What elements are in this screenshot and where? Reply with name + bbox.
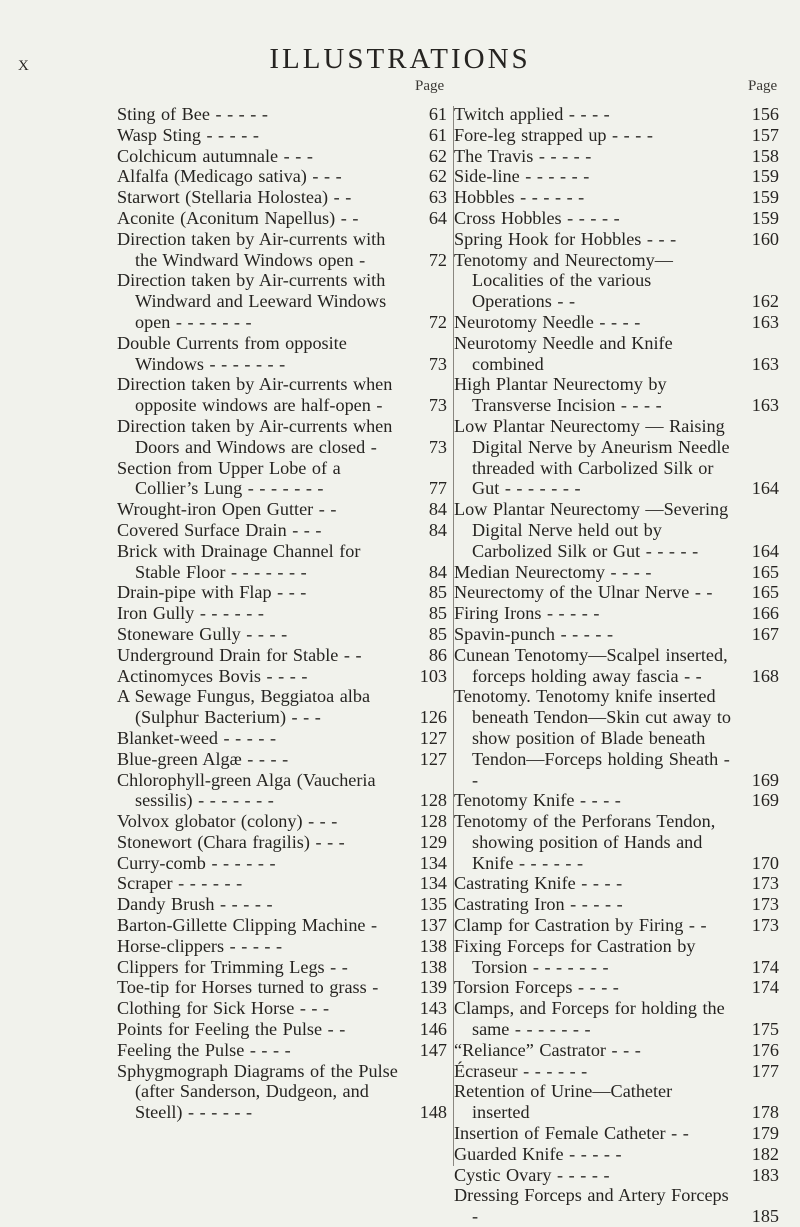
index-entry: [454, 811, 779, 873]
index-entry: [454, 686, 779, 790]
entry-page-number: 176: [751, 1039, 779, 1060]
index-entry: [117, 374, 447, 416]
index-entry: [117, 853, 447, 874]
index-entry: [117, 645, 447, 666]
entry-title: Scraper - - - - - -: [117, 873, 243, 894]
entry-title: Colchicum autumnale - - -: [117, 145, 313, 166]
index-entry: [454, 998, 779, 1040]
entry-title: Retention of Urine—Catheter inserted: [454, 1081, 673, 1123]
index-entry: [454, 125, 779, 146]
index-entry: [117, 977, 447, 998]
index-entry: [117, 936, 447, 957]
entry-title: Sphygmograph Diagrams of the Pulse (after Sanderson, Dudgeon, and Steell) - - - - - -: [117, 1060, 398, 1123]
index-entry: [117, 582, 447, 603]
index-entry: [117, 270, 447, 332]
index-entry: [117, 1019, 447, 1040]
entry-page-number: 174: [751, 956, 779, 977]
entry-page-number: 158: [751, 145, 779, 166]
entry-page-number: 72: [428, 311, 447, 332]
entry-title: Tenotomy Knife - - - -: [454, 790, 621, 811]
entry-title: Alfalfa (Medicago sativa) - - -: [117, 166, 342, 187]
entry-page-number: 185: [751, 1206, 779, 1227]
index-entry: [117, 811, 447, 832]
entry-page-number: 85: [428, 582, 447, 603]
entry-title: The Travis - - - - -: [454, 145, 592, 166]
entry-title: Spring Hook for Hobbles - - -: [454, 228, 677, 249]
entry-title: Low Plantar Neurectomy —Severing Digital Nerve held out by Carbolized Silk or Gut - - - - -: [454, 499, 729, 561]
entry-page-number: 134: [419, 852, 447, 873]
index-entry: [454, 208, 779, 229]
entry-page-number: 127: [419, 727, 447, 748]
index-entry: [454, 936, 779, 978]
entry-title: Castrating Knife - - - -: [454, 873, 623, 894]
entry-title: Spavin-punch - - - - -: [454, 623, 614, 644]
entry-page-number: 173: [751, 915, 779, 936]
entry-title: Chlorophyll-green Alga (Vaucheria sessilis) - - - - - - -: [117, 769, 376, 811]
entry-title: Écraseur - - - - - -: [454, 1060, 588, 1081]
entry-page-number: 84: [428, 519, 447, 540]
entry-page-number: 159: [751, 207, 779, 228]
entry-page-number: 61: [428, 124, 447, 145]
entry-page-number: 85: [428, 603, 447, 624]
index-entry: [117, 125, 447, 146]
entry-page-number: 165: [751, 561, 779, 582]
entry-page-number: 163: [751, 353, 779, 374]
entry-title: Actinomyces Bovis - - - -: [117, 665, 308, 686]
entry-title: Stoneware Gully - - - -: [117, 623, 288, 644]
entry-page-number: 159: [751, 166, 779, 187]
entry-page-number: 73: [428, 395, 447, 416]
entry-title: Tenotomy and Neurectomy—Localities of the various Operations - -: [454, 249, 673, 312]
entry-title: Twitch applied - - - -: [454, 104, 610, 124]
entry-title: Sting of Bee - - - - -: [117, 104, 268, 124]
index-entry: [454, 1040, 779, 1061]
entry-title: Barton-Gillette Clipping Machine -: [117, 915, 378, 936]
entry-page-number: 164: [751, 478, 779, 499]
entry-title: Toe-tip for Horses turned to grass -: [117, 977, 379, 998]
entry-page-number: 156: [751, 104, 779, 124]
entry-page-number: 182: [751, 1143, 779, 1164]
entry-page-number: 61: [428, 104, 447, 124]
entry-page-number: 163: [751, 311, 779, 332]
entry-page-number: 84: [428, 499, 447, 520]
entry-page-number: 138: [419, 956, 447, 977]
index-entry: [117, 915, 447, 936]
entry-page-number: 177: [751, 1060, 779, 1081]
entry-title: Blanket-weed - - - - -: [117, 727, 277, 748]
entry-title: Clippers for Trimming Legs - -: [117, 956, 348, 977]
entry-title: Tenotomy. Tenotomy knife inserted beneath Tendon—Skin cut away to show position of Blade beneath Tendon—Forceps holding Sheath - -: [454, 686, 731, 790]
entry-title: Clamps, and Forceps for holding the same - - - - - - -: [454, 998, 725, 1040]
entry-page-number: 129: [419, 831, 447, 852]
index-entry: [454, 977, 779, 998]
index-entry: [454, 915, 779, 936]
index-entry: [117, 728, 447, 749]
entry-page-number: 128: [419, 811, 447, 832]
entry-page-number: 160: [751, 228, 779, 249]
entry-page-number: 159: [751, 187, 779, 208]
index-entry: [117, 998, 447, 1019]
entry-title: Wasp Sting - - - - -: [117, 124, 259, 145]
entry-title: Brick with Drainage Channel for Stable Floor - - - - - - -: [117, 540, 361, 582]
index-entry: [117, 1061, 447, 1123]
entry-title: Direction taken by Air-currents when Doors and Windows are closed -: [117, 415, 393, 457]
entry-title: Hobbles - - - - - -: [454, 187, 585, 208]
index-entry: [454, 146, 779, 167]
entry-title: Dandy Brush - - - - -: [117, 894, 273, 915]
entry-page-number: 167: [751, 623, 779, 644]
index-entry: [454, 229, 779, 250]
index-entry: [117, 770, 447, 812]
entry-title: Drain-pipe with Flap - - -: [117, 582, 307, 603]
entry-title: Fixing Forceps for Castration by Torsion - - - - - - -: [454, 935, 696, 977]
entry-title: Castrating Iron - - - - -: [454, 894, 623, 915]
index-entry: [117, 520, 447, 541]
entry-page-number: 146: [419, 1019, 447, 1040]
entry-page-number: 169: [751, 769, 779, 790]
entry-title: Direction taken by Air-currents with the Windward Windows open -: [117, 228, 386, 270]
index-entry: [454, 1165, 779, 1186]
entry-page-number: 178: [751, 1102, 779, 1123]
index-entry: [117, 624, 447, 645]
index-entry: [454, 1061, 779, 1082]
index-entry: [117, 499, 447, 520]
entry-page-number: 165: [751, 582, 779, 603]
entry-title: Aconite (Aconitum Napellus) - -: [117, 207, 359, 228]
entry-page-number: 64: [428, 207, 447, 228]
index-entry: [454, 250, 779, 312]
entry-page-number: 72: [428, 249, 447, 270]
index-entry: [454, 166, 779, 187]
entry-page-number: 168: [751, 665, 779, 686]
index-entry: [454, 312, 779, 333]
index-entry: [117, 416, 447, 458]
index-entry: [117, 229, 447, 271]
index-entry: [117, 832, 447, 853]
page-number: x: [18, 50, 29, 75]
entry-page-number: 166: [751, 603, 779, 624]
entry-page-number: 173: [751, 894, 779, 915]
entry-title: Low Plantar Neurectomy — Raising Digital Nerve by Aneurism Needle threaded with Carbolized Silk or Gut - - - - - - -: [454, 415, 730, 499]
entry-page-number: 137: [419, 915, 447, 936]
index-entry: [454, 790, 779, 811]
entry-page-number: 174: [751, 977, 779, 998]
entry-page-number: 138: [419, 935, 447, 956]
index-entry: [117, 208, 447, 229]
index-entry: [117, 166, 447, 187]
entry-title: Feeling the Pulse - - - -: [117, 1039, 291, 1060]
entry-page-number: 126: [419, 707, 447, 728]
entry-title: Cross Hobbles - - - - -: [454, 207, 620, 228]
index-entry: [454, 582, 779, 603]
entry-title: Clamp for Castration by Firing - -: [454, 915, 707, 936]
entry-title: Guarded Knife - - - - -: [454, 1143, 622, 1164]
entry-title: “Reliance” Castrator - - -: [454, 1039, 641, 1060]
entry-page-number: 170: [751, 852, 779, 873]
entry-page-number: 162: [751, 291, 779, 312]
entry-page-number: 163: [751, 395, 779, 416]
entry-title: Underground Drain for Stable - -: [117, 644, 362, 665]
entry-title: Direction taken by Air-currents with Windward and Leeward Windows open - - - - - - -: [117, 270, 387, 332]
index-entry: [117, 749, 447, 770]
entry-title: Clothing for Sick Horse - - -: [117, 998, 330, 1019]
entry-title: Blue-green Algæ - - - -: [117, 748, 289, 769]
entry-title: Starwort (Stellaria Holostea) - -: [117, 187, 352, 208]
entry-page-number: 175: [751, 1019, 779, 1040]
entry-page-number: 73: [428, 353, 447, 374]
entry-page-number: 62: [428, 166, 447, 187]
index-entry: [117, 541, 447, 583]
index-entry: [454, 624, 779, 645]
left-column: [117, 104, 447, 1123]
entry-title: Points for Feeling the Pulse - -: [117, 1019, 346, 1040]
index-entry: [117, 957, 447, 978]
entry-page-number: 157: [751, 124, 779, 145]
index-entry: [454, 187, 779, 208]
entry-page-number: 103: [419, 665, 447, 686]
index-entry: [454, 333, 779, 375]
index-entry: [454, 499, 779, 561]
entry-title: Neurotomy Needle and Knife combined: [454, 332, 673, 374]
entry-title: Covered Surface Drain - - -: [117, 519, 322, 540]
index-entry: [454, 894, 779, 915]
index-entry: [117, 686, 447, 728]
index-entry: [117, 104, 447, 125]
index-entry: [454, 562, 779, 583]
entry-page-number: 164: [751, 540, 779, 561]
index-entry: [117, 894, 447, 915]
index-entry: [117, 603, 447, 624]
index-entry: [454, 374, 779, 416]
entry-page-number: 135: [419, 894, 447, 915]
entry-title: High Plantar Neurectomy by Transverse Incision - - - -: [454, 374, 667, 416]
entry-page-number: 173: [751, 873, 779, 894]
index-entry: [454, 645, 779, 687]
right-column: [454, 104, 779, 1227]
page-title: ILLUSTRATIONS: [269, 43, 531, 75]
index-entry: [454, 873, 779, 894]
entry-page-number: 62: [428, 145, 447, 166]
entry-page-number: 84: [428, 561, 447, 582]
entry-page-number: 85: [428, 623, 447, 644]
entry-page-number: 147: [419, 1039, 447, 1060]
index-entry: [117, 333, 447, 375]
index-entry: [454, 104, 779, 125]
page-column-label-left: Page: [415, 78, 445, 94]
index-entry: [117, 458, 447, 500]
entry-title: Dressing Forceps and Artery Forceps -: [454, 1185, 729, 1227]
index-entry: [117, 666, 447, 687]
entry-title: Curry-comb - - - - - -: [117, 852, 276, 873]
entry-title: A Sewage Fungus, Beggiatoa alba (Sulphur Bacterium) - - -: [117, 686, 371, 728]
index-entry: [454, 416, 779, 499]
entry-page-number: 139: [419, 977, 447, 998]
entry-page-number: 169: [751, 790, 779, 811]
entry-title: Insertion of Female Catheter - -: [454, 1123, 689, 1144]
page-column-label-right: Page: [748, 78, 778, 94]
entry-page-number: 63: [428, 187, 447, 208]
index-entry: [454, 1081, 779, 1123]
entry-page-number: 86: [428, 644, 447, 665]
entry-title: Iron Gully - - - - - -: [117, 603, 264, 624]
entry-title: Fore-leg strapped up - - - -: [454, 124, 653, 145]
entry-title: Double Currents from opposite Windows - - - - - - -: [117, 332, 347, 374]
entry-title: Wrought-iron Open Gutter - -: [117, 499, 337, 520]
index-entry: [117, 146, 447, 167]
entry-title: Horse-clippers - - - - -: [117, 935, 283, 956]
page-header: [0, 40, 800, 90]
entry-page-number: 73: [428, 436, 447, 457]
entry-page-number: 127: [419, 748, 447, 769]
entry-title: Torsion Forceps - - - -: [454, 977, 619, 998]
index-entry: [117, 873, 447, 894]
entry-page-number: 128: [419, 790, 447, 811]
entry-title: Side-line - - - - - -: [454, 166, 590, 187]
entry-page-number: 148: [419, 1102, 447, 1123]
entry-title: Stonewort (Chara fragilis) - - -: [117, 831, 345, 852]
entry-title: Cystic Ovary - - - - -: [454, 1164, 610, 1185]
index-entry: [454, 1144, 779, 1165]
entry-title: Direction taken by Air-currents when opposite windows are half-open -: [117, 374, 393, 416]
entry-page-number: 143: [419, 998, 447, 1019]
entry-title: Neurotomy Needle - - - -: [454, 311, 641, 332]
entry-page-number: 179: [751, 1123, 779, 1144]
index-entry: [117, 1040, 447, 1061]
entry-page-number: 183: [751, 1164, 779, 1185]
entry-title: Volvox globator (colony) - - -: [117, 811, 338, 832]
entry-title: Neurectomy of the Ulnar Nerve - -: [454, 582, 713, 603]
entry-page-number: 134: [419, 873, 447, 894]
index-entry: [454, 603, 779, 624]
entry-title: Cunean Tenotomy—Scalpel inserted, forceps holding away fascia - -: [454, 644, 728, 686]
entry-title: Tenotomy of the Perforans Tendon, showing position of Hands and Knife - - - - - -: [454, 811, 716, 873]
entry-title: Firing Irons - - - - -: [454, 603, 600, 624]
index-entry: [454, 1123, 779, 1144]
index-entry: [117, 187, 447, 208]
entry-page-number: 77: [428, 478, 447, 499]
entry-title: Section from Upper Lobe of a Collier’s Lung - - - - - - -: [117, 457, 341, 499]
entry-title: Median Neurectomy - - - -: [454, 561, 652, 582]
